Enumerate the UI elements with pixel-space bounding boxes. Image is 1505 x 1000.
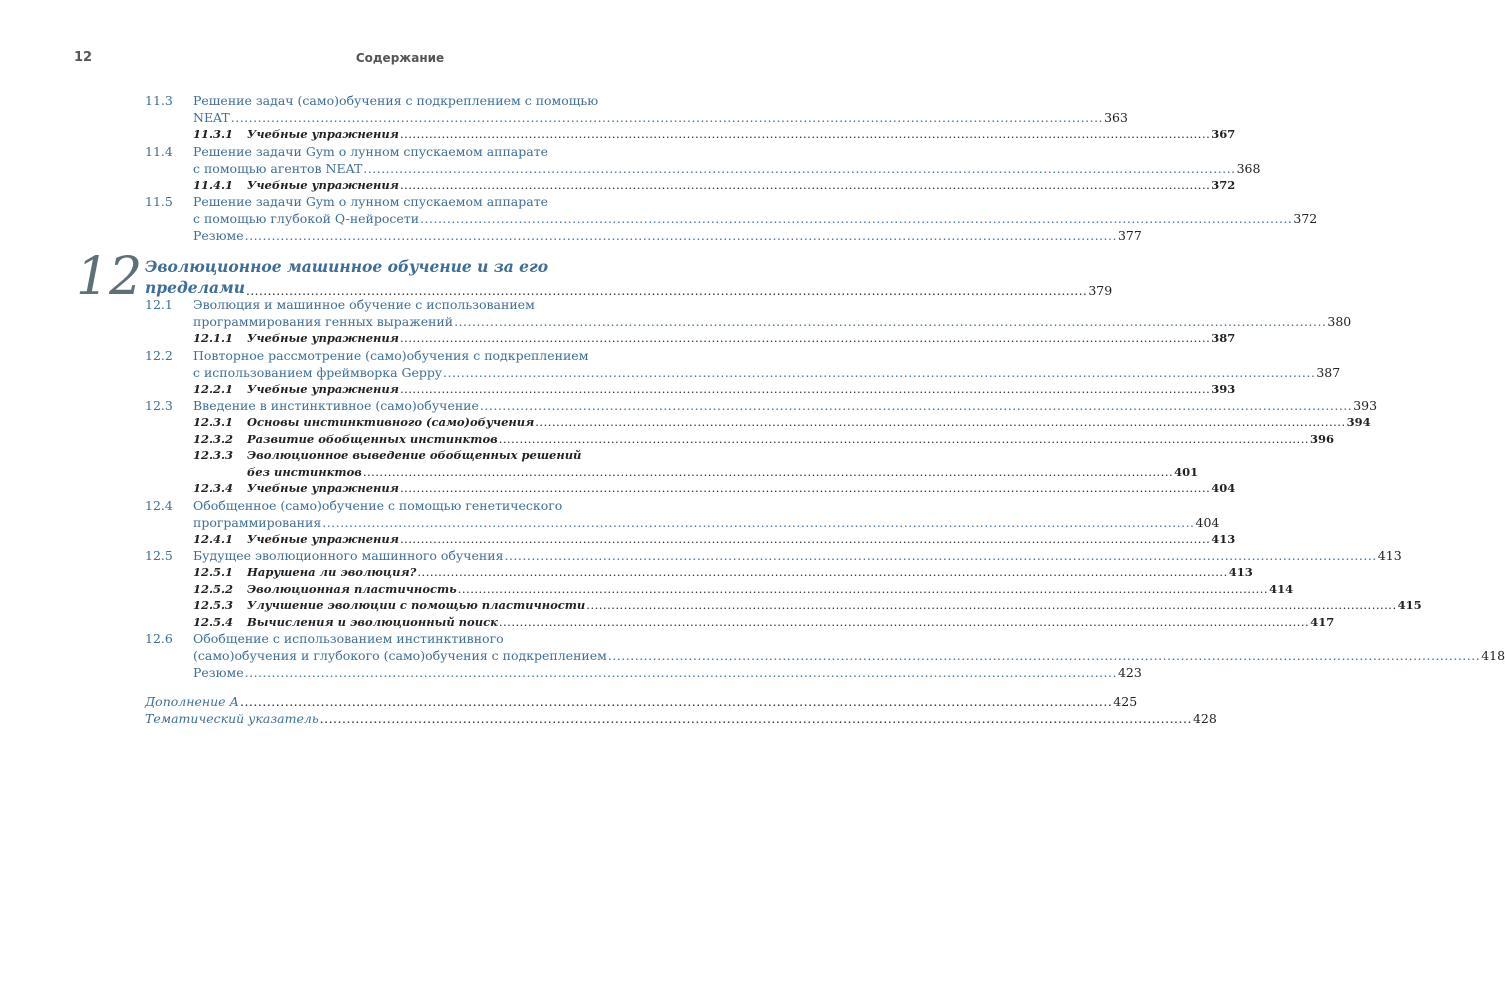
toc-entry-title: Учебные упражнения	[247, 331, 399, 345]
toc-entry-page: 372	[1211, 177, 1236, 192]
toc-entry-number: 12.6	[145, 631, 173, 646]
toc-entry[interactable]	[145, 531, 1236, 548]
toc-leader: ...................................................................................................................................................................................................	[319, 711, 1192, 726]
toc-entry[interactable]	[145, 109, 1128, 126]
toc-entry-title: программирования	[193, 514, 322, 530]
toc-leader: ...................................................................................................................................................................................................	[244, 665, 1117, 680]
toc-entry-title: Решение задач (само)обучения с подкреплением с помощью	[193, 93, 599, 108]
toc-entry-page: 372	[1293, 211, 1318, 226]
toc-entry-number: 12.2	[145, 347, 173, 363]
toc-entry[interactable]	[145, 177, 1236, 194]
toc-entry[interactable]	[145, 581, 1294, 598]
toc-entry-number: 12.5.3	[193, 598, 234, 612]
toc-entry-title: Обобщенное (само)обучение с помощью генетического	[193, 497, 563, 513]
toc-entry-title: с помощью агентов NEAT	[193, 160, 363, 176]
toc-leader: ...................................................................................................................................................................................................	[363, 160, 1236, 176]
toc-entry-number: 12.5.2	[193, 581, 234, 596]
toc-entry-number: 12.4	[145, 497, 173, 513]
toc-entry-page: 396	[1310, 431, 1335, 446]
toc-entry-title: Эволюционное выведение обобщенных решений	[247, 448, 582, 462]
toc-entry-number: 11.4.1	[193, 177, 234, 192]
toc-section-before	[145, 92, 1318, 244]
toc-entry-page: 428	[1192, 711, 1217, 726]
toc-leader: ...................................................................................................................................................................................................	[239, 694, 1113, 709]
toc-leader: ...................................................................................................................................................................................................	[498, 614, 1310, 629]
toc-entry-title: Решение задачи Gym о лунном спускаемом аппарате	[193, 194, 549, 209]
toc-entry[interactable]	[145, 614, 1335, 631]
toc-entry-title: Эволюционная пластичность	[247, 581, 457, 596]
toc-entry-number: 12.3.1	[193, 415, 234, 429]
toc-leader: ...................................................................................................................................................................................................	[399, 531, 1211, 546]
toc-entry-title: Учебные упражнения	[247, 481, 399, 495]
toc-entry[interactable]	[145, 397, 1378, 414]
toc-entry-title: программирования генных выражений	[193, 314, 454, 329]
toc-entry-number: 12.5.1	[193, 565, 234, 579]
toc-entry[interactable]	[145, 330, 1236, 347]
toc-entry-title: Учебные упражнения	[247, 531, 399, 546]
toc-entry-page: 413	[1228, 565, 1253, 579]
toc-entry-page: 404	[1211, 481, 1236, 495]
toc-entry[interactable]	[145, 547, 1402, 564]
toc-entry-title: без инстинктов	[247, 464, 362, 479]
toc-entry[interactable]	[145, 597, 1422, 614]
toc-entry-number: 12.5.4	[193, 614, 234, 629]
toc-entry-number: 11.5	[145, 194, 173, 209]
toc-entry-number: 12.1	[145, 297, 173, 312]
toc-section-appendix	[145, 693, 1217, 727]
toc-entry[interactable]	[145, 143, 703, 160]
toc-entry-title: Вычисления и эволюционный поиск	[247, 614, 498, 629]
toc-entry-page: 404	[1195, 514, 1220, 530]
toc-leader: ...................................................................................................................................................................................................	[420, 211, 1293, 226]
toc-entry-title: Тематический указатель	[145, 711, 319, 726]
toc-entry-page: 363	[1104, 110, 1128, 125]
toc-entry-title: Будущее эволюционного машинного обучения	[193, 548, 504, 563]
toc-entry-number: 12.1.1	[193, 331, 234, 345]
toc-entry-title: Введение в инстинктивное (само)обучение	[193, 398, 479, 413]
running-head: Содержание	[355, 51, 445, 65]
toc-entry-page: 401	[1174, 464, 1199, 479]
toc-entry-page: 414	[1269, 581, 1294, 596]
toc-entry-number: 11.3.1	[193, 127, 234, 141]
toc-entry[interactable]	[145, 464, 1199, 481]
toc-entry-title: Учебные упражнения	[247, 381, 399, 396]
toc-entry[interactable]	[145, 693, 1138, 710]
toc-entry-title: с использованием фреймворка Geppy	[193, 364, 442, 380]
toc-entry-page: 387	[1211, 331, 1236, 345]
toc-entry-title: Основы инстинктивного (само)обучения	[247, 415, 535, 429]
toc-leader: ...................................................................................................................................................................................................	[399, 381, 1211, 396]
toc-entry-number: 12.3.3	[193, 448, 234, 462]
chapter-title-line1: Эволюционное машинное обучение и за его	[145, 257, 549, 276]
toc-leader: ...................................................................................................................................................................................................	[399, 177, 1211, 192]
chapter-number: 12	[76, 247, 143, 307]
toc-section-after	[145, 296, 1505, 681]
toc-entry[interactable]	[145, 480, 1236, 497]
toc-entry[interactable]	[145, 381, 1236, 398]
toc-entry-title: Эволюция и машинное обучение с использованием	[193, 297, 535, 312]
chapter-page: 379	[1088, 283, 1113, 298]
toc-entry-title: NEAT	[193, 110, 230, 125]
toc-entry-page: 377	[1117, 228, 1142, 243]
toc-entry-page: 415	[1397, 598, 1422, 612]
toc-entry[interactable]	[145, 630, 703, 647]
toc-entry[interactable]	[145, 431, 1335, 448]
toc-entry[interactable]	[145, 347, 703, 364]
toc-leader: ...................................................................................................................................................................................................	[399, 331, 1211, 345]
toc-entry[interactable]	[145, 227, 1142, 244]
toc-entry-page: 413	[1377, 548, 1402, 563]
toc-entry-number: 11.4	[145, 143, 173, 159]
toc-entry-page: 368	[1236, 160, 1261, 176]
toc-leader: ...................................................................................................................................................................................................	[399, 481, 1211, 495]
toc-entry-number: 12.2.1	[193, 381, 234, 396]
toc-entry-title: Дополнение А	[145, 694, 239, 709]
toc-entry-page: 393	[1353, 398, 1378, 413]
toc-entry-title: Повторное рассмотрение (само)обучения с подкреплением	[193, 347, 589, 363]
toc-entry-page: 413	[1211, 531, 1236, 546]
toc-entry-page: 425	[1113, 694, 1138, 709]
toc-leader: ...................................................................................................................................................................................................	[457, 581, 1269, 596]
toc-leader: ...................................................................................................................................................................................................	[586, 598, 1397, 612]
toc-entry[interactable]	[145, 710, 1217, 727]
table-of-contents	[76, 92, 1505, 727]
toc-entry-page: 393	[1211, 381, 1236, 396]
toc-entry-title: с помощью глубокой Q-нейросети	[193, 211, 420, 226]
chapter-title-line2: пределами	[145, 278, 246, 297]
toc-leader: ...................................................................................................................................................................................................	[454, 314, 1327, 329]
toc-leader: ...................................................................................................................................................................................................	[362, 464, 1174, 479]
toc-entry[interactable]	[145, 447, 703, 464]
toc-leader: ...................................................................................................................................................................................................	[244, 228, 1117, 243]
toc-entry[interactable]	[145, 126, 1236, 143]
toc-entry-number: 11.3	[145, 93, 173, 108]
toc-entry[interactable]	[145, 647, 1505, 664]
toc-entry-title: Развитие обобщенных инстинктов	[247, 431, 498, 446]
toc-entry-number: 12.3.4	[193, 481, 234, 495]
toc-entry[interactable]	[145, 92, 703, 109]
toc-entry-title: Обобщение с использованием инстинктивного	[193, 631, 504, 646]
toc-entry-page: 417	[1310, 614, 1335, 629]
toc-entry-number: 12.5	[145, 548, 173, 563]
toc-entry-page: 380	[1327, 314, 1352, 329]
toc-entry-title: Учебные упражнения	[247, 127, 399, 141]
toc-entry-number: 12.4.1	[193, 531, 234, 546]
toc-entry-title: (само)обучения и глубокого (само)обучения с подкреплением	[193, 648, 607, 663]
toc-entry[interactable]	[145, 210, 1318, 227]
toc-leader: ...................................................................................................................................................................................................	[443, 364, 1316, 380]
toc-leader: ...................................................................................................................................................................................................	[417, 565, 1228, 579]
toc-entry-title: Решение задачи Gym о лунном спускаемом аппарате	[193, 143, 549, 159]
toc-entry-page: 418	[1481, 648, 1505, 663]
toc-entry-page: 387	[1316, 364, 1341, 380]
toc-leader: ...................................................................................................................................................................................................	[479, 398, 1353, 413]
toc-entry-title: Нарушена ли эволюция?	[247, 565, 417, 579]
toc-leader: ...................................................................................................................................................................................................	[607, 648, 1481, 663]
toc-entry-page: 423	[1117, 665, 1142, 680]
toc-entry[interactable]	[145, 514, 1220, 531]
toc-entry-title: Резюме	[193, 665, 244, 680]
toc-leader: ...................................................................................................................................................................................................	[504, 548, 1377, 563]
toc-entry[interactable]	[145, 296, 703, 313]
toc-entry-title: Улучшение эволюции с помощью пластичности	[247, 598, 586, 612]
toc-entry-page: 394	[1346, 415, 1371, 429]
toc-entry-title: Резюме	[193, 228, 244, 243]
toc-entry[interactable]	[145, 160, 1261, 177]
toc-entry-number: 12.3.2	[193, 431, 234, 446]
toc-entry[interactable]	[145, 414, 1371, 431]
toc-leader: ...................................................................................................................................................................................................	[535, 415, 1346, 429]
toc-entry-number: 12.3	[145, 398, 173, 413]
toc-entry[interactable]	[145, 497, 703, 514]
toc-entry-page: 367	[1211, 127, 1236, 141]
toc-leader: ...................................................................................................................................................................................................	[322, 514, 1195, 530]
toc-entry[interactable]	[145, 364, 1341, 381]
toc-leader: ...................................................................................................................................................................................................	[498, 431, 1310, 446]
toc-leader: ...................................................................................................................................................................................................	[246, 284, 1088, 298]
toc-entry-title: Учебные упражнения	[247, 177, 399, 192]
toc-entry[interactable]	[145, 313, 1352, 330]
toc-entry[interactable]	[145, 193, 703, 210]
toc-leader: ...................................................................................................................................................................................................	[399, 127, 1211, 141]
toc-leader: ...................................................................................................................................................................................................	[230, 110, 1104, 125]
toc-entry[interactable]	[145, 664, 1142, 681]
toc-entry[interactable]	[145, 564, 1253, 581]
page-number: 12	[74, 50, 93, 65]
